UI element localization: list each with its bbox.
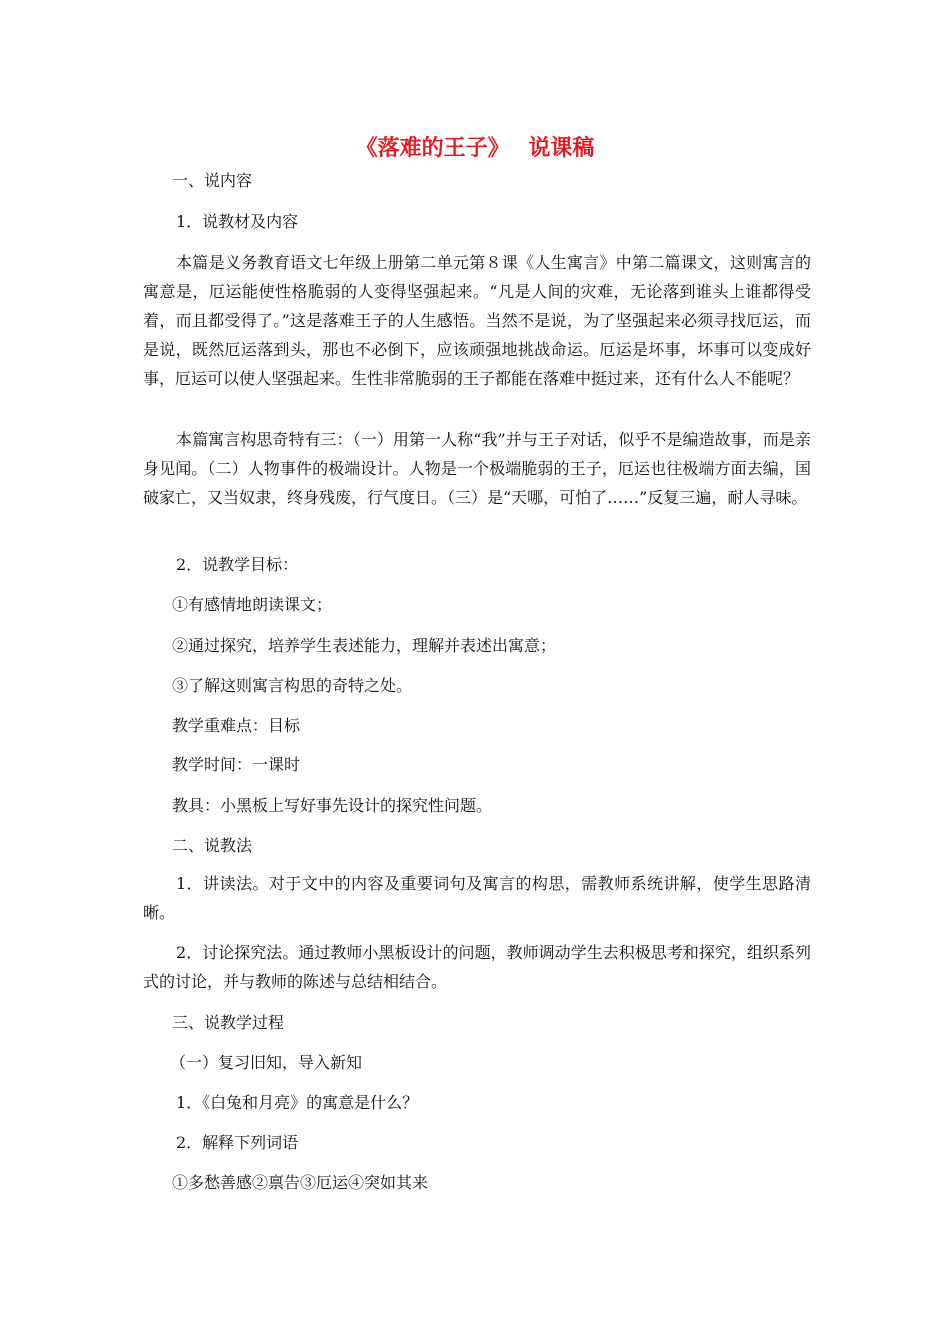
teaching-time-line: 教学时间：一课时	[172, 755, 301, 774]
section-heading-methods: 二、说教法	[172, 836, 253, 855]
subheading-teaching-goals: 2．说教学目标：	[176, 555, 299, 574]
question-item-2: 2．解释下列词语	[176, 1133, 299, 1152]
key-points-line: 教学重难点：目标	[172, 716, 301, 735]
vocabulary-list: ①多愁善感②禀告③厄运④突如其来	[172, 1173, 429, 1192]
paragraph-fable-features: 本篇寓言构思奇特有三：（一）用第一人称“我”并与王子对话，似乎不是编造故事，而是亲身见闻。（二）人物事件的极端设计。人物是一个极端脆弱的王子，厄运也往极端方面去编，国破家亡，又当奴隶，终身残废，行气度日。（三）是“天哪，可怕了……”反复三遍，耐人寻味。	[143, 430, 811, 507]
section-heading-process: 三、说教学过程	[172, 1013, 285, 1032]
subheading-textbook: 1．说教材及内容	[176, 212, 299, 231]
teaching-aids-line: 教具：小黑板上写好事先设计的探究性问题。	[172, 796, 493, 815]
section-heading-content: 一、说内容	[172, 171, 253, 190]
method-item-2: 2．讨论探究法。通过教师小黑板设计的问题，教师调动学生去积极思考和探究，组织系列式的讨论，并与教师的陈述与总结相结合。	[143, 943, 811, 991]
document-title: 《落难的王子》 说课稿	[355, 135, 595, 161]
step-heading-review: （一）复习旧知，导入新知	[170, 1053, 363, 1072]
goal-item-3: ③了解这则寓言构思的奇特之处。	[172, 676, 413, 695]
goal-item-2: ②通过探究，培养学生表述能力，理解并表述出寓意；	[172, 636, 557, 655]
question-item-1: 1．《白兔和月亮》的寓意是什么？	[176, 1093, 419, 1112]
goal-item-1: ①有感情地朗读课文；	[172, 595, 333, 614]
paragraph-textbook-intro: 本篇是义务教育语文七年级上册第二单元第８课《人生寓言》中第二篇课文，这则寓言的寓意是，厄运能使性格脆弱的人变得坚强起来。“凡是人间的灾难，无论落到谁头上谁都得受着，而且都受得了。”这是落难王子的人生感悟。当然不是说，为了坚强起来必须寻找厄运，而是说，既然厄运落到头，那也不必倒下，应该顽强地挑战命运。厄运是坏事，坏事可以变成好事，厄运可以使人坚强起来。生性非常脆弱的王子都能在落难中挺过来，还有什么人不能呢？	[143, 253, 811, 388]
method-item-1: 1．讲读法。对于文中的内容及重要词句及寓言的构思，需教师系统讲解，使学生思路清晰。	[143, 874, 811, 922]
